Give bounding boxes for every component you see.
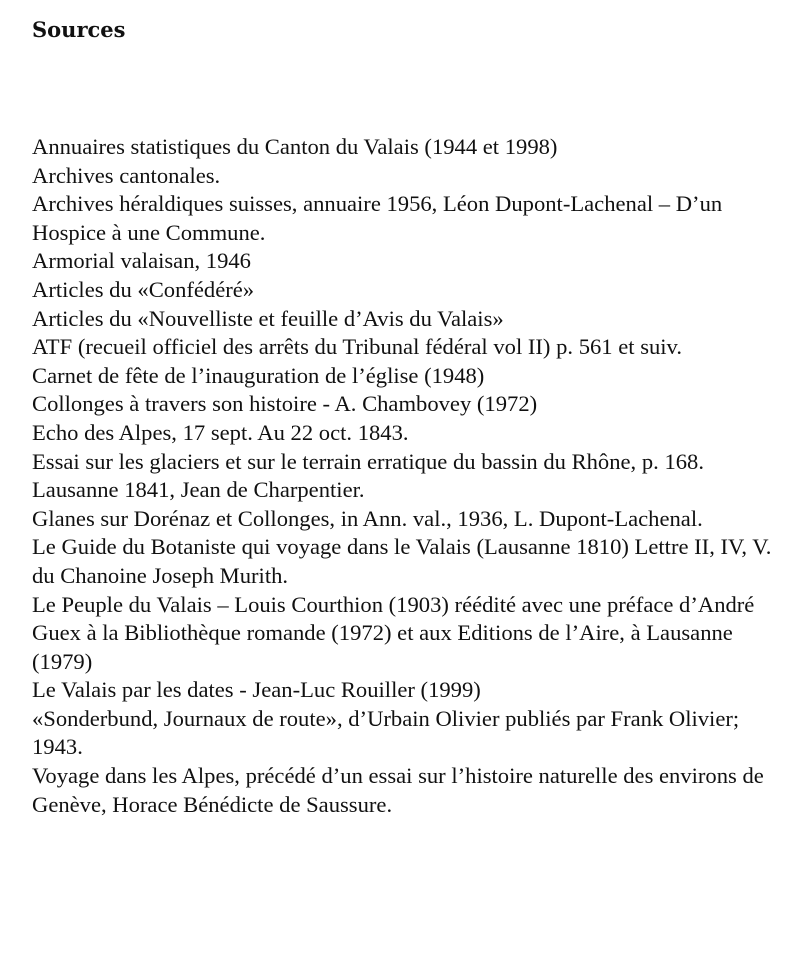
source-item: Armorial valaisan, 1946 bbox=[32, 248, 251, 274]
source-item: Archives héraldiques suisses, annuaire 1956, Léon Dupont-Lachenal – D’un Hospice à une Commune. bbox=[32, 191, 723, 245]
source-item: Collonges à travers son histoire - A. Chambovey (1972) bbox=[32, 391, 538, 417]
source-item: Annuaires statistiques du Canton du Valais (1944 et 1998) bbox=[32, 134, 558, 159]
source-item: Echo des Alpes, 17 sept. Au 22 oct. 1843. bbox=[32, 419, 409, 445]
source-item: Le Valais par les dates - Jean-Luc Rouiller (1999) bbox=[32, 677, 481, 703]
source-item: Le Peuple du Valais – Louis Courthion (1903) réédité avec une préface d’André Guex à la Bibliothèque romande (1972) et aux Editions de l’Aire, à Lausanne (1979) bbox=[32, 591, 755, 674]
sources-list bbox=[32, 133, 772, 819]
page-title: Sources bbox=[32, 17, 126, 42]
source-item: «Sonderbund, Journaux de route», d’Urbain Olivier publiés par Frank Olivier; 1943. bbox=[32, 705, 740, 760]
source-item: Articles du «Confédéré» bbox=[32, 276, 255, 302]
source-item: Archives cantonales. bbox=[32, 162, 221, 188]
source-item: Articles du «Nouvelliste et feuille d’Avis du Valais» bbox=[32, 305, 504, 331]
source-item: Le Guide du Botaniste qui voyage dans le Valais (Lausanne 1810) Lettre II, IV, V. du Chanoine Joseph Murith. bbox=[32, 534, 772, 588]
source-item: Carnet de fête de l’inauguration de l’église (1948) bbox=[32, 362, 485, 388]
source-item: Voyage dans les Alpes, précédé d’un essai sur l’histoire naturelle des environs de Genève, Horace Bénédicte de Saussure. bbox=[32, 763, 764, 817]
source-item: Essai sur les glaciers et sur le terrain erratique du bassin du Rhône, p. 168. Lausanne 1841, Jean de Charpentier. bbox=[32, 448, 704, 503]
source-item: ATF (recueil officiel des arrêts du Tribunal fédéral vol II) p. 561 et suiv. bbox=[32, 334, 683, 360]
source-item: Glanes sur Dorénaz et Collonges, in Ann. val., 1936, L. Dupont-Lachenal. bbox=[32, 505, 703, 531]
